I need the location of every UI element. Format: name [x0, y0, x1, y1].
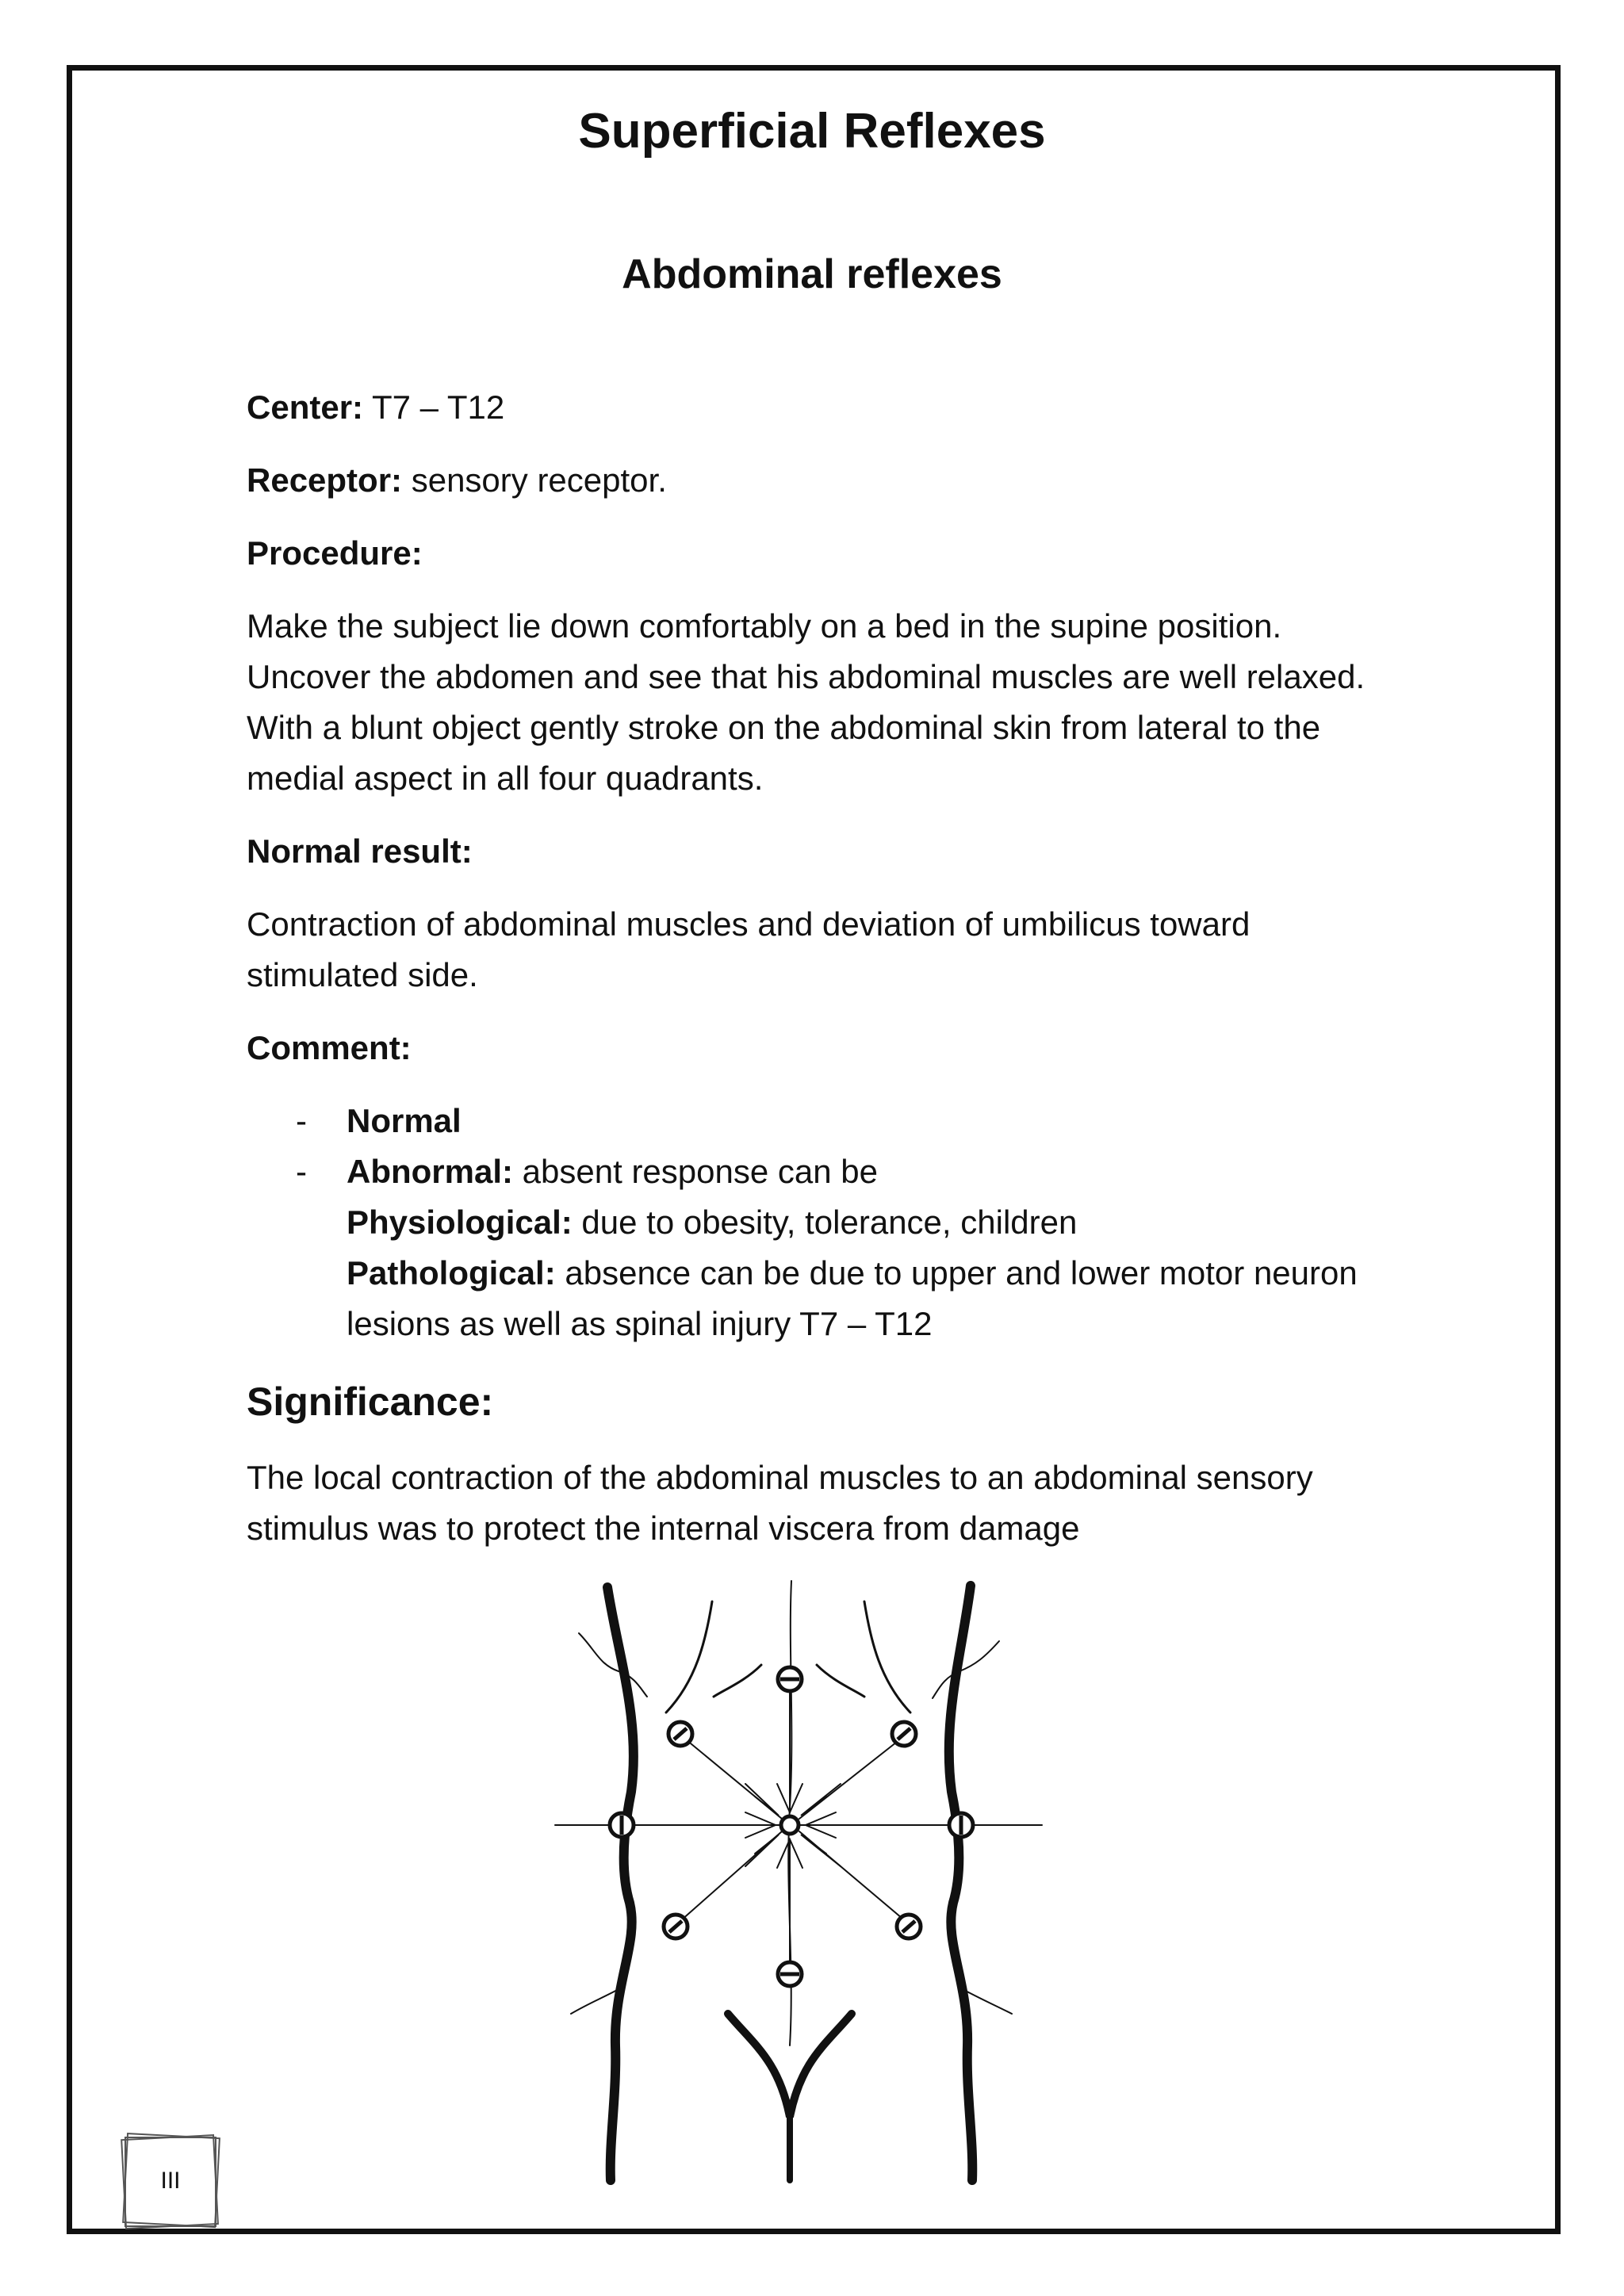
comment-label: Comment: — [247, 1029, 412, 1066]
comment-heading — [247, 1023, 1396, 1073]
center-label: Center: — [247, 388, 364, 426]
pathological-label: Pathological: — [347, 1254, 556, 1292]
abnormal-label: Abnormal: — [347, 1153, 513, 1190]
normal-result-text: Contraction of abdominal muscles and deviation of umbilicus toward stimulated side. — [247, 905, 1251, 993]
abdomen-illustration — [547, 1570, 1055, 2196]
normal-result-heading — [247, 826, 1396, 877]
receptor-value: sensory receptor. — [402, 461, 667, 499]
physiological-label: Physiological: — [347, 1203, 573, 1241]
comment-list — [247, 1096, 1396, 1349]
document-body — [247, 382, 1396, 1576]
physiological-text: due to obesity, tolerance, children — [572, 1203, 1078, 1241]
pathological-text: absence can be due to upper and lower motor neuron lesions as well as spinal injury T7 – T12 — [347, 1254, 1358, 1342]
receptor-label: Receptor: — [247, 461, 403, 499]
list-dash: - — [296, 1102, 307, 1139]
significance-heading: Significance: — [247, 1380, 494, 1424]
page-number: III — [160, 2168, 181, 2194]
center-value: T7 – T12 — [363, 388, 505, 426]
significance-text: The local contraction of the abdominal muscles to an abdominal sensory stimulus was to protect the internal viscera from damage — [247, 1459, 1313, 1547]
receptor-line — [247, 455, 1396, 506]
procedure-text: Make the subject lie down comfortably on a bed in the supine position. Uncover the abdomen and see that his abdominal muscles are well relaxed. With a blunt object gently stroke on the abdominal skin from lateral to the medial aspect in all four quadrants. — [247, 607, 1365, 797]
procedure-heading — [247, 528, 1396, 579]
list-dash: - — [296, 1153, 307, 1190]
page-number-badge — [119, 2130, 222, 2233]
list-item — [247, 1146, 1396, 1349]
abnormal-text: absent response can be — [513, 1153, 878, 1190]
page-title: Superficial Reflexes — [578, 104, 1046, 159]
normal-label: Normal — [347, 1102, 462, 1139]
section-subtitle: Abdominal reflexes — [622, 251, 1002, 297]
abdominal-reflex-diagram — [547, 1570, 1055, 2196]
list-item — [247, 1096, 1396, 1146]
center-line — [247, 382, 1396, 433]
normal-result-label: Normal result: — [247, 832, 473, 870]
procedure-label: Procedure: — [247, 534, 423, 572]
